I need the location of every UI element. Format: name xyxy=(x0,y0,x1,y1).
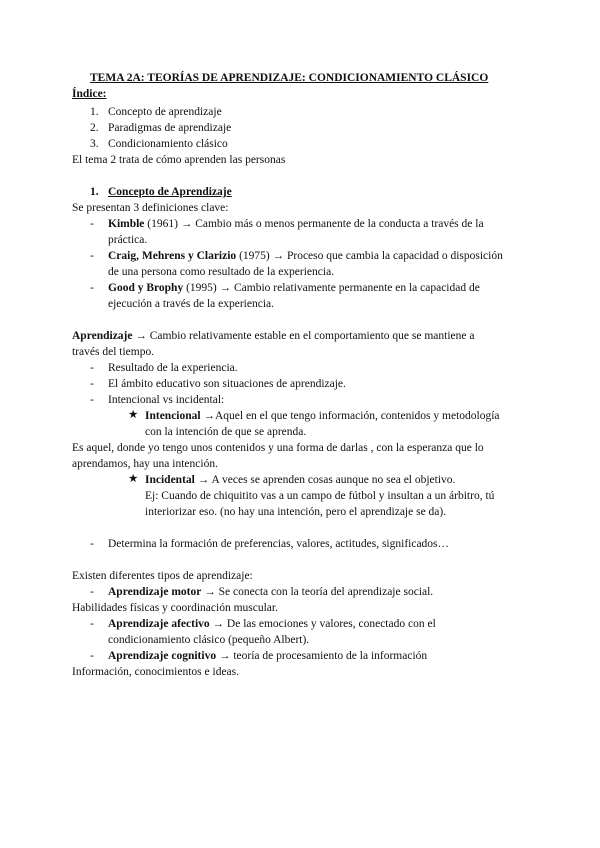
index-item: Condicionamiento clásico xyxy=(108,138,228,150)
definition-author: Kimble xyxy=(108,218,145,230)
star-bullet-icon: ★ xyxy=(128,409,139,421)
bullet-dash: - xyxy=(90,362,94,374)
tipo-motor-term: Aprendizaje motor xyxy=(108,586,202,598)
aprendizaje-continuation: través del tiempo. xyxy=(72,346,155,358)
bullet-text: El ámbito educativo son situaciones de aprendizaje. xyxy=(108,378,346,390)
bullet-dash: - xyxy=(90,538,94,550)
incidental-example-continuation: interiorizar eso. (no hay una intención, pero el aprendizaje se da). xyxy=(145,506,447,518)
bullet-dash: - xyxy=(90,282,94,294)
tipo-afectivo-line xyxy=(108,616,436,632)
definition-author: Craig, Mehrens y Clarizio xyxy=(108,250,237,262)
tipo-afectivo-term: Aprendizaje afectivo xyxy=(108,618,210,630)
definition-continuation: práctica. xyxy=(108,234,148,246)
tipo-cognitivo-note: Información, conocimientos e ideas. xyxy=(72,666,240,678)
incidental-term: Incidental xyxy=(145,474,195,486)
definition-continuation: de una persona como resultado de la experiencia. xyxy=(108,266,335,278)
incidental-line xyxy=(145,472,455,488)
bullet-dash: - xyxy=(90,250,94,262)
tipo-afectivo-text: → De las emociones y valores, conectado con el xyxy=(209,618,436,630)
tipo-motor-note: Habilidades físicas y coordinación muscular. xyxy=(72,602,278,614)
index-item-number: 1. xyxy=(90,106,99,118)
index-item: Concepto de aprendizaje xyxy=(108,106,222,118)
document-title: TEMA 2A: TEORÍAS DE APRENDIZAJE: CONDICIONAMIENTO CLÁSICO xyxy=(90,72,489,84)
note-text: Es aquel, donde yo tengo unos contenidos y una forma de darlas , con la esperanza que lo xyxy=(72,442,484,454)
section-lead: Se presentan 3 definiciones clave: xyxy=(72,202,229,214)
bullet-dash: - xyxy=(90,378,94,390)
definition-author: Good y Brophy xyxy=(108,282,184,294)
star-bullet-icon: ★ xyxy=(128,473,139,485)
aprendizaje-term: Aprendizaje xyxy=(72,330,133,342)
intencional-line xyxy=(145,408,500,424)
aprendizaje-definition xyxy=(72,328,475,344)
tipo-cognitivo-line xyxy=(108,648,427,664)
tipos-lead: Existen diferentes tipos de aprendizaje: xyxy=(72,570,253,582)
bullet-dash: - xyxy=(90,586,94,598)
intro-text: El tema 2 trata de cómo aprenden las personas xyxy=(72,154,286,166)
note-continuation: aprendamos, hay una intención. xyxy=(72,458,218,470)
definition-text: (1975) → Proceso que cambia la capacidad o disposición xyxy=(236,250,503,262)
section-number: 1. xyxy=(90,186,99,198)
tipo-motor-line xyxy=(108,584,433,600)
incidental-text: → A veces se aprenden cosas aunque no sea el objetivo. xyxy=(194,474,456,486)
intencional-continuation: con la intención de que se aprenda. xyxy=(145,426,307,438)
tipo-cognitivo-text: → teoría de procesamiento de la información xyxy=(216,650,428,662)
tipo-cognitivo-term: Aprendizaje cognitivo xyxy=(108,650,217,662)
bullet-text: Resultado de la experiencia. xyxy=(108,362,238,374)
section-heading: Concepto de Aprendizaje xyxy=(108,186,232,198)
definition-line xyxy=(108,280,480,296)
incidental-example: Ej: Cuando de chiquitito vas a un campo de fútbol y insultan a un árbitro, tú xyxy=(145,490,495,502)
index-item: Paradigmas de aprendizaje xyxy=(108,122,232,134)
definition-text: (1961) → Cambio más o menos permanente de la conducta a través de la xyxy=(144,218,484,230)
bullet-dash: - xyxy=(90,394,94,406)
definition-line xyxy=(108,216,484,232)
index-item-number: 2. xyxy=(90,122,99,134)
aprendizaje-text: → Cambio relativamente estable en el comportamiento que se mantiene a xyxy=(132,330,475,342)
definition-continuation: ejecución a través de la experiencia. xyxy=(108,298,275,310)
tipo-motor-text: → Se conecta con la teoría del aprendizaje social. xyxy=(201,586,434,598)
bullet-dash: - xyxy=(90,618,94,630)
intencional-term: Intencional xyxy=(145,410,201,422)
definition-line xyxy=(108,248,503,264)
tipo-afectivo-continuation: condicionamiento clásico (pequeño Albert). xyxy=(108,634,310,646)
bullet-text: Intencional vs incidental: xyxy=(108,394,225,406)
bullet-dash: - xyxy=(90,650,94,662)
index-heading: Índice: xyxy=(72,88,107,100)
intencional-text: →Aquel en el que tengo información, contenidos y metodología xyxy=(200,410,500,422)
index-item-number: 3. xyxy=(90,138,99,150)
bullet-dash: - xyxy=(90,218,94,230)
bullet-text: Determina la formación de preferencias, valores, actitudes, significados… xyxy=(108,538,450,550)
definition-text: (1995) → Cambio relativamente permanente en la capacidad de xyxy=(183,282,480,294)
